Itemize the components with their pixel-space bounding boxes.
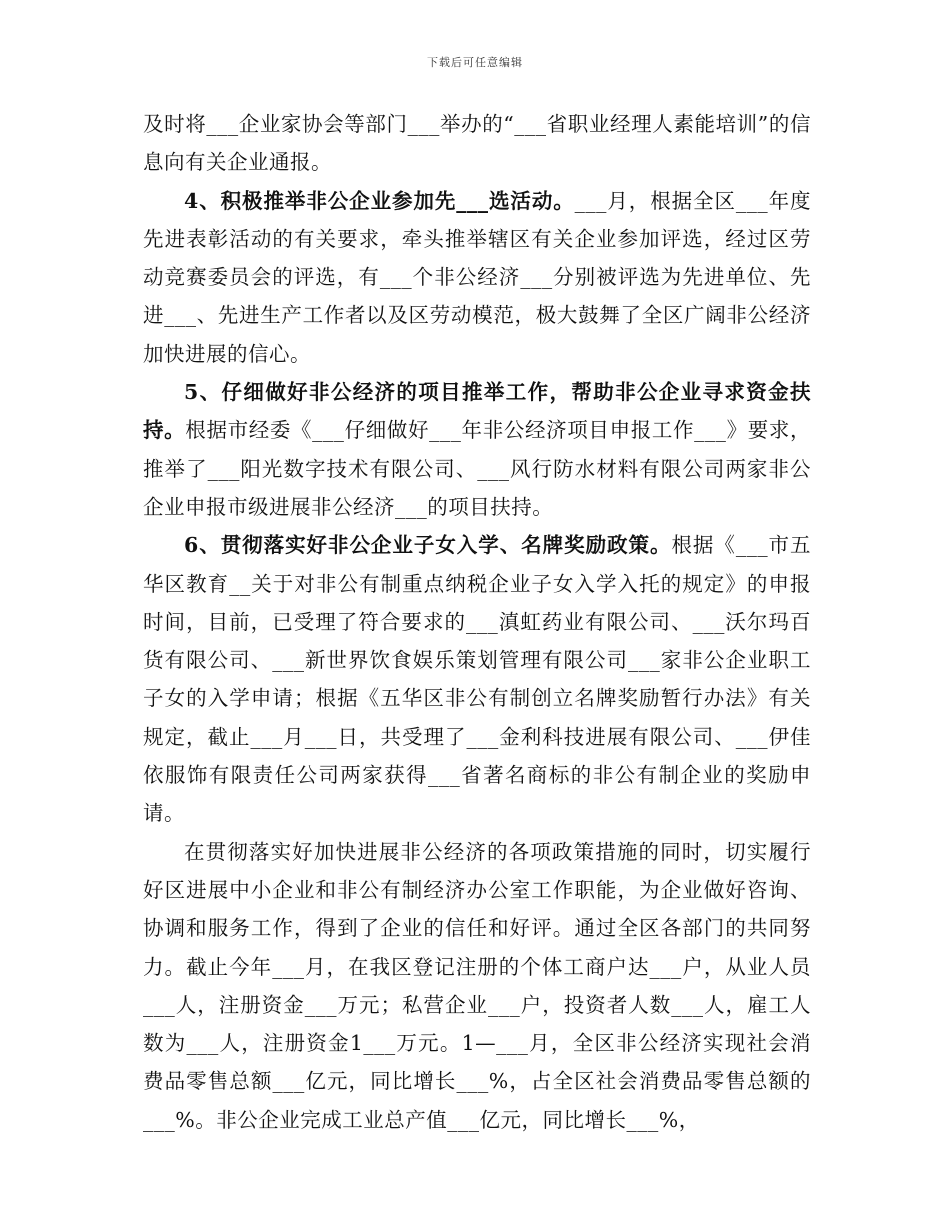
paragraph-summary [143, 833, 811, 1139]
paragraph-item-5 [143, 373, 811, 526]
paragraph-item-4 [143, 182, 811, 373]
page-header: 下载后可任意编辑 [427, 56, 523, 69]
document-body [143, 105, 811, 1139]
paragraph-text: ___月，根据全区___年度先进表彰活动的有关要求，牵头推举辖区有关企业参加评选，经过区劳动竞赛委员会的评选，有___个非公经济___分别被评选为先进单位、先进___、先进生产工作者以及区劳动模范，极大鼓舞了全区广阔非公经济加快进展的信心。 [143, 188, 811, 366]
paragraph-heading: 4、积极推举非公企业参加先___选活动。 [184, 188, 575, 213]
paragraph-text: 在贯彻落实好加快进展非公经济的各项政策措施的同时，切实履行好区进展中小企业和非公有制经济办公室工作职能，为企业做好咨询、协调和服务工作，得到了企业的信任和好评。通过全区各部门的共同努力。截止今年___月，在我区登记注册的个体工商户达___户，从业人员___人，注册资金___万元；私营企业___户，投资者人数___人，雇工人数为___人，注册资金1___万元。1—___月，全区非公经济实现社会消费品零售总额___亿元，同比增长___%，占全区社会消费品零售总额的___%。非公企业完成工业总产值___亿元，同比增长___%， [143, 839, 811, 1132]
paragraph-text: 根据《___市五华区教育__关于对非公有制重点纳税企业子女入学入托的规定》的申报时间，目前，已受理了符合要求的___滇虹药业有限公司、___沃尔玛百货有限公司、___新世界饮食娱乐策划管理有限公司___家非公企业职工子女的入学申请；根据《五华区非公有制创立名牌奖励暂行办法》有关规定，截止___月___日，共受理了___金利科技进展有限公司、___伊佳依服饰有限责任公司两家获得___省著名商标的非公有制企业的奖励申请。 [143, 533, 812, 826]
paragraph-text: 根据市经委《___仔细做好___年非公经济项目申报工作___》要求，推举了___阳光数字技术有限公司、___风行防水材料有限公司两家非公企业申报市级进展非公经济___的项目扶持。 [143, 418, 812, 519]
paragraph-item-6 [143, 526, 811, 832]
paragraph-text: 及时将___企业家协会等部门___举办的“___省职业经理人素能培训”的信息向有关企业通报。 [143, 112, 811, 175]
paragraph-heading: 6、贯彻落实好非公企业子女入学、名牌奖励政策。 [184, 533, 672, 558]
paragraph-heading: 5、仔细做好非公经济的项目推举工作，帮助非公企业寻求资金扶持。 [143, 380, 811, 443]
paragraph-continuation [143, 105, 811, 182]
